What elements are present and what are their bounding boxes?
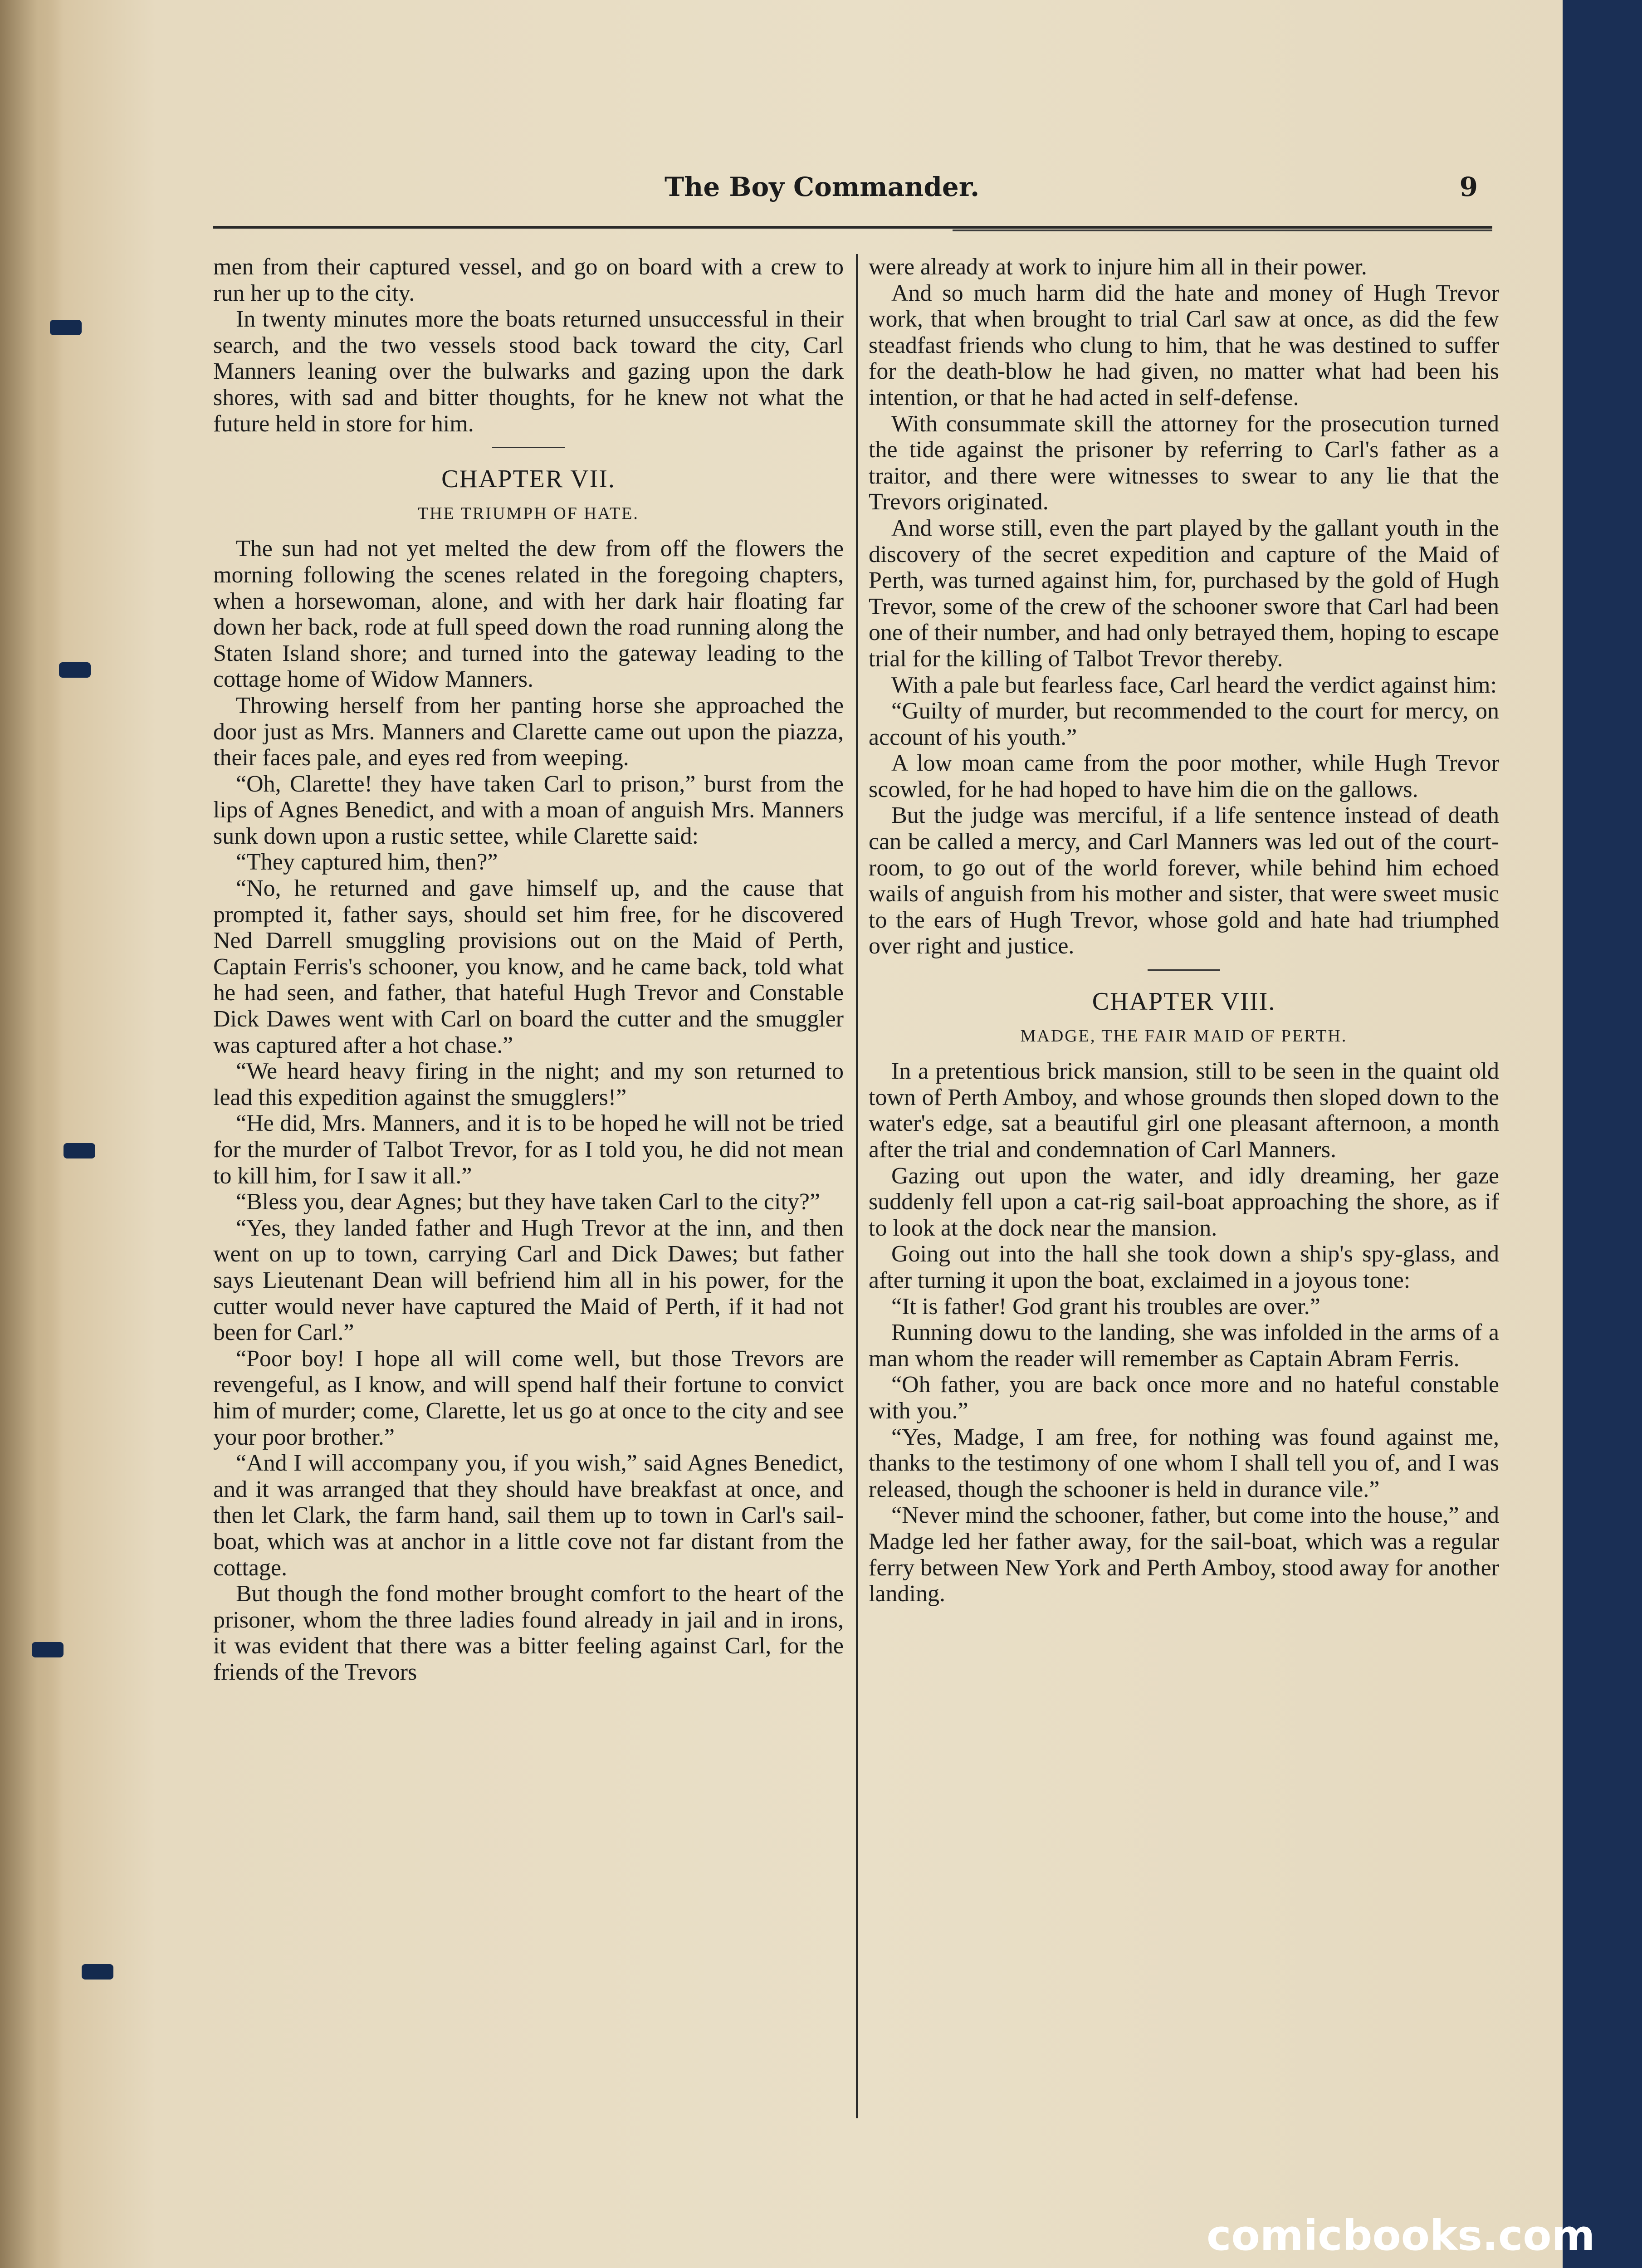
- column-divider: [856, 254, 858, 2118]
- chapter-title: CHAPTER VIII.: [1092, 987, 1276, 1016]
- gutter-shadow: [0, 0, 64, 2268]
- paragraph: “He did, Mrs. Manners, and it is to be hoped he will not be tried for the murder of Talbot Trevor, for as I told you, he did not mean to kill him, for I saw it all.”: [213, 1110, 844, 1189]
- paragraph: With a pale but fearless face, Carl heard the verdict against him:: [891, 672, 1497, 698]
- right-column: [869, 254, 1499, 1607]
- chapter-subtitle: THE TRIUMPH OF HATE.: [418, 503, 639, 523]
- paragraph: men from their captured vessel, and go on board with a crew to run her up to the city.: [213, 254, 844, 306]
- paragraph: In twenty minutes more the boats returned unsuccessful in their search, and the two vessels stood back toward the city, Carl Manners leaning over the bulwarks and gazing upon the dark shores, with sad and bitter thoughts, for he knew not what the future held in store for him.: [213, 306, 844, 437]
- header-rule: [213, 226, 1492, 229]
- paragraph: “Bless you, dear Agnes; but they have taken Carl to the city?”: [236, 1189, 821, 1215]
- paragraph: With consummate skill the attorney for the prosecution turned the tide against the prisoner by referring to Carl's father as a traitor, and there were witnesses to swear to any lie that the Trevors originated.: [869, 411, 1499, 515]
- paragraph: “And I will accompany you, if you wish,” said Agnes Benedict, and it was arranged that they should have breakfast at once, and then let Clark, the farm hand, sail them up to town in Carl's sail-boat, which was at anchor in a little cove not far distant from the cottage.: [213, 1450, 844, 1581]
- binding-hole: [32, 1642, 64, 1657]
- paragraph: Throwing herself from her panting horse she approached the door just as Mrs. Manners and Clarette came out upon the piazza, their faces pale, and eyes red from weeping.: [213, 692, 844, 771]
- binding-hole: [64, 1143, 95, 1158]
- paragraph: “It is father! God grant his troubles are over.”: [891, 1293, 1320, 1320]
- binding-hole: [59, 662, 91, 678]
- paragraph: Going out into the hall she took down a ship's spy-glass, and after turning it upon the boat, exclaimed in a joyous tone:: [869, 1241, 1499, 1293]
- page-number: 9: [1459, 171, 1478, 202]
- paragraph: “They captured him, then?”: [236, 849, 498, 875]
- binding-hole: [50, 320, 82, 335]
- paragraph: “We heard heavy firing in the night; and my son returned to lead this expedition against the smugglers!”: [213, 1058, 844, 1110]
- paragraph: “Yes, they landed father and Hugh Trevor at the inn, and then went on up to town, carrying Carl and Dick Dawes; but father says Lieutenant Dean will befriend him all in his power, for the cutter would never have captured the Maid of Perth, if it had not been for Carl.”: [213, 1215, 844, 1346]
- paragraph: “Never mind the schooner, father, but come into the house,” and Madge led her father away, for the sail-boat, which was a regular ferry between New York and Perth Amboy, stood away for another landing.: [869, 1502, 1499, 1607]
- binding-hole: [82, 1964, 113, 1980]
- paragraph: “Guilty of murder, but recommended to the court for mercy, on account of his youth.”: [869, 698, 1499, 750]
- paragraph: And so much harm did the hate and money of Hugh Trevor work, that when brought to trial Carl saw at once, as did the few steadfast friends who clung to him, that he was destined to suffer for the death-blow he had given, no matter what had been his intention, or that he had acted in self-defense.: [869, 280, 1499, 411]
- paragraph: But the judge was merciful, if a life sentence instead of death can be called a mercy, and Carl Manners was led out of the court-room, to go out of the world forever, while behind him echoed wails of anguish from his mother and sister, that were sweet music to the ears of Hugh Trevor, whose gold and hate had triumphed over right and justice.: [869, 802, 1499, 959]
- section-divider: [1148, 969, 1220, 971]
- paragraph: And worse still, even the part played by the gallant youth in the discovery of the secret expedition and capture of the Maid of Perth, was turned against him, for, purchased by the gold of Hugh Trevor, some of the crew of the schooner swore that Carl had been one of their number, and had only betrayed them, hoping to escape trial for the killing of Talbot Trevor thereby.: [869, 515, 1499, 672]
- paragraph: “Yes, Madge, I am free, for nothing was found against me, thanks to the testimony of one whom I shall tell you of, and I was released, though the schooner is held in durance vile.”: [869, 1424, 1499, 1502]
- chapter-subtitle: MADGE, THE FAIR MAID OF PERTH.: [1020, 1026, 1348, 1046]
- paragraph: Running dowu to the landing, she was infolded in the arms of a man whom the reader will remember as Captain Abram Ferris.: [869, 1320, 1499, 1372]
- header-rule-ornament: [953, 230, 1492, 231]
- section-divider: [492, 447, 565, 448]
- paragraph: Gazing out upon the water, and idly dreaming, her gaze suddenly fell upon a cat-rig sail-boat approaching the shore, as if to look at the dock near the mansion.: [869, 1163, 1499, 1241]
- running-header-title: The Boy Commander.: [665, 171, 980, 202]
- chapter-title: CHAPTER VII.: [441, 465, 616, 494]
- paragraph: The sun had not yet melted the dew from off the flowers the morning following the scenes related in the foregoing chapters, when a horsewoman, alone, and with her dark hair floating far down her back, rode at full speed down the road running along the Staten Island shore; and turned into the gateway leading to the cottage home of Widow Manners.: [213, 536, 844, 693]
- paragraph: A low moan came from the poor mother, while Hugh Trevor scowled, for he had hoped to have him die on the gallows.: [869, 750, 1499, 802]
- paragraph: “Poor boy! I hope all will come well, but those Trevors are revengeful, as I know, and will spend half their fortune to convict him of murder; come, Clarette, let us go at once to the city and see your poor brother.”: [213, 1345, 844, 1450]
- watermark-text: comicbooks.com: [1207, 2211, 1595, 2260]
- left-column: [213, 254, 844, 1685]
- paragraph: “Oh father, you are back once more and no hateful constable with you.”: [869, 1372, 1499, 1424]
- paragraph: In a pretentious brick mansion, still to be seen in the quaint old town of Perth Amboy, and whose grounds then sloped down to the water's edge, sat a beautiful girl one pleasant afternoon, a month after the trial and condemnation of Carl Manners.: [869, 1058, 1499, 1163]
- paragraph: But though the fond mother brought comfort to the heart of the prisoner, whom the three ladies found already in jail and in irons, it was evident that there was a bitter feeling against Carl, for the friends of the Trevors: [213, 1581, 844, 1685]
- paragraph: were already at work to injure him all in their power.: [869, 254, 1367, 280]
- paragraph: “No, he returned and gave himself up, and the cause that prompted it, father says, should set him free, for he discovered Ned Darrell smuggling provisions out on the Maid of Perth, Captain Ferris's schooner, you know, and he came back, told what he had seen, and father, that hateful Hugh Trevor and Constable Dick Dawes went with Carl on board the cutter and the smuggler was captured after a hot chase.”: [213, 875, 844, 1058]
- paragraph: “Oh, Clarette! they have taken Carl to prison,” burst from the lips of Agnes Benedict, and with a moan of anguish Mrs. Manners sunk down upon a rustic settee, while Clarette said:: [213, 771, 844, 849]
